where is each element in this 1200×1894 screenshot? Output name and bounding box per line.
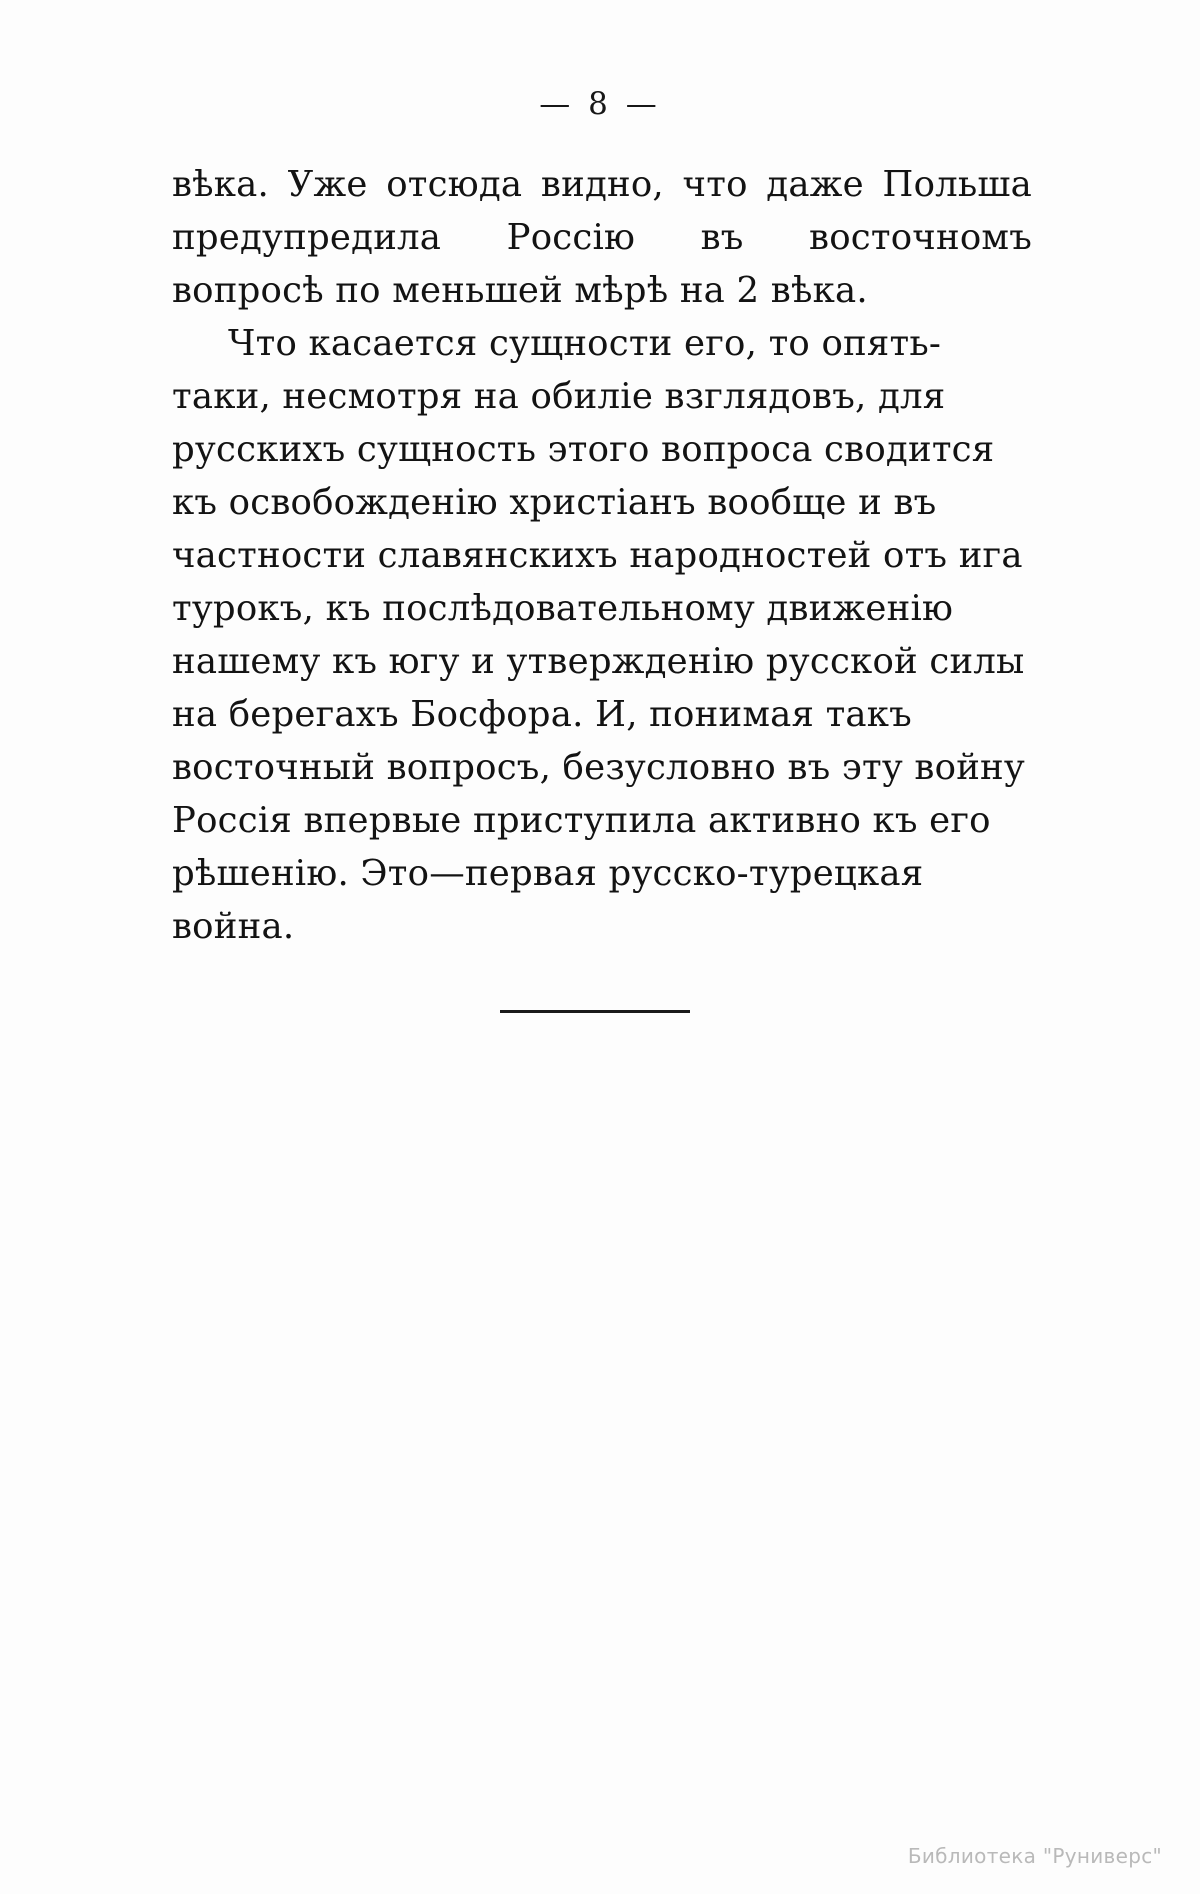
paragraph-1: вѣка. Уже отсюда видно, что даже Польша предупредила Россію въ восточномъ вопросѣ по меньшей мѣрѣ на 2 вѣка. (172, 164, 1032, 311)
page-number: — 8 — (539, 86, 661, 122)
section-divider (500, 1010, 690, 1013)
body-text (172, 158, 1032, 953)
library-watermark: Библиотека "Руниверс" (907, 1844, 1162, 1868)
paragraph-2: Что касается сущности его, то опять-таки, несмотря на обиліе взглядовъ, для русскихъ сущность этого вопроса сводится къ освобожденію христіанъ вообще и въ частности славянскихъ народностей отъ ига турокъ, къ послѣдовательному движенію нашему къ югу и утвержденію русской силы на берегахъ Босфора. И, понимая такъ восточный вопросъ, безусловно въ эту войну Россія впервые приступила активно къ его рѣшенію. Это—первая русско-турецкая война. (172, 323, 1025, 947)
